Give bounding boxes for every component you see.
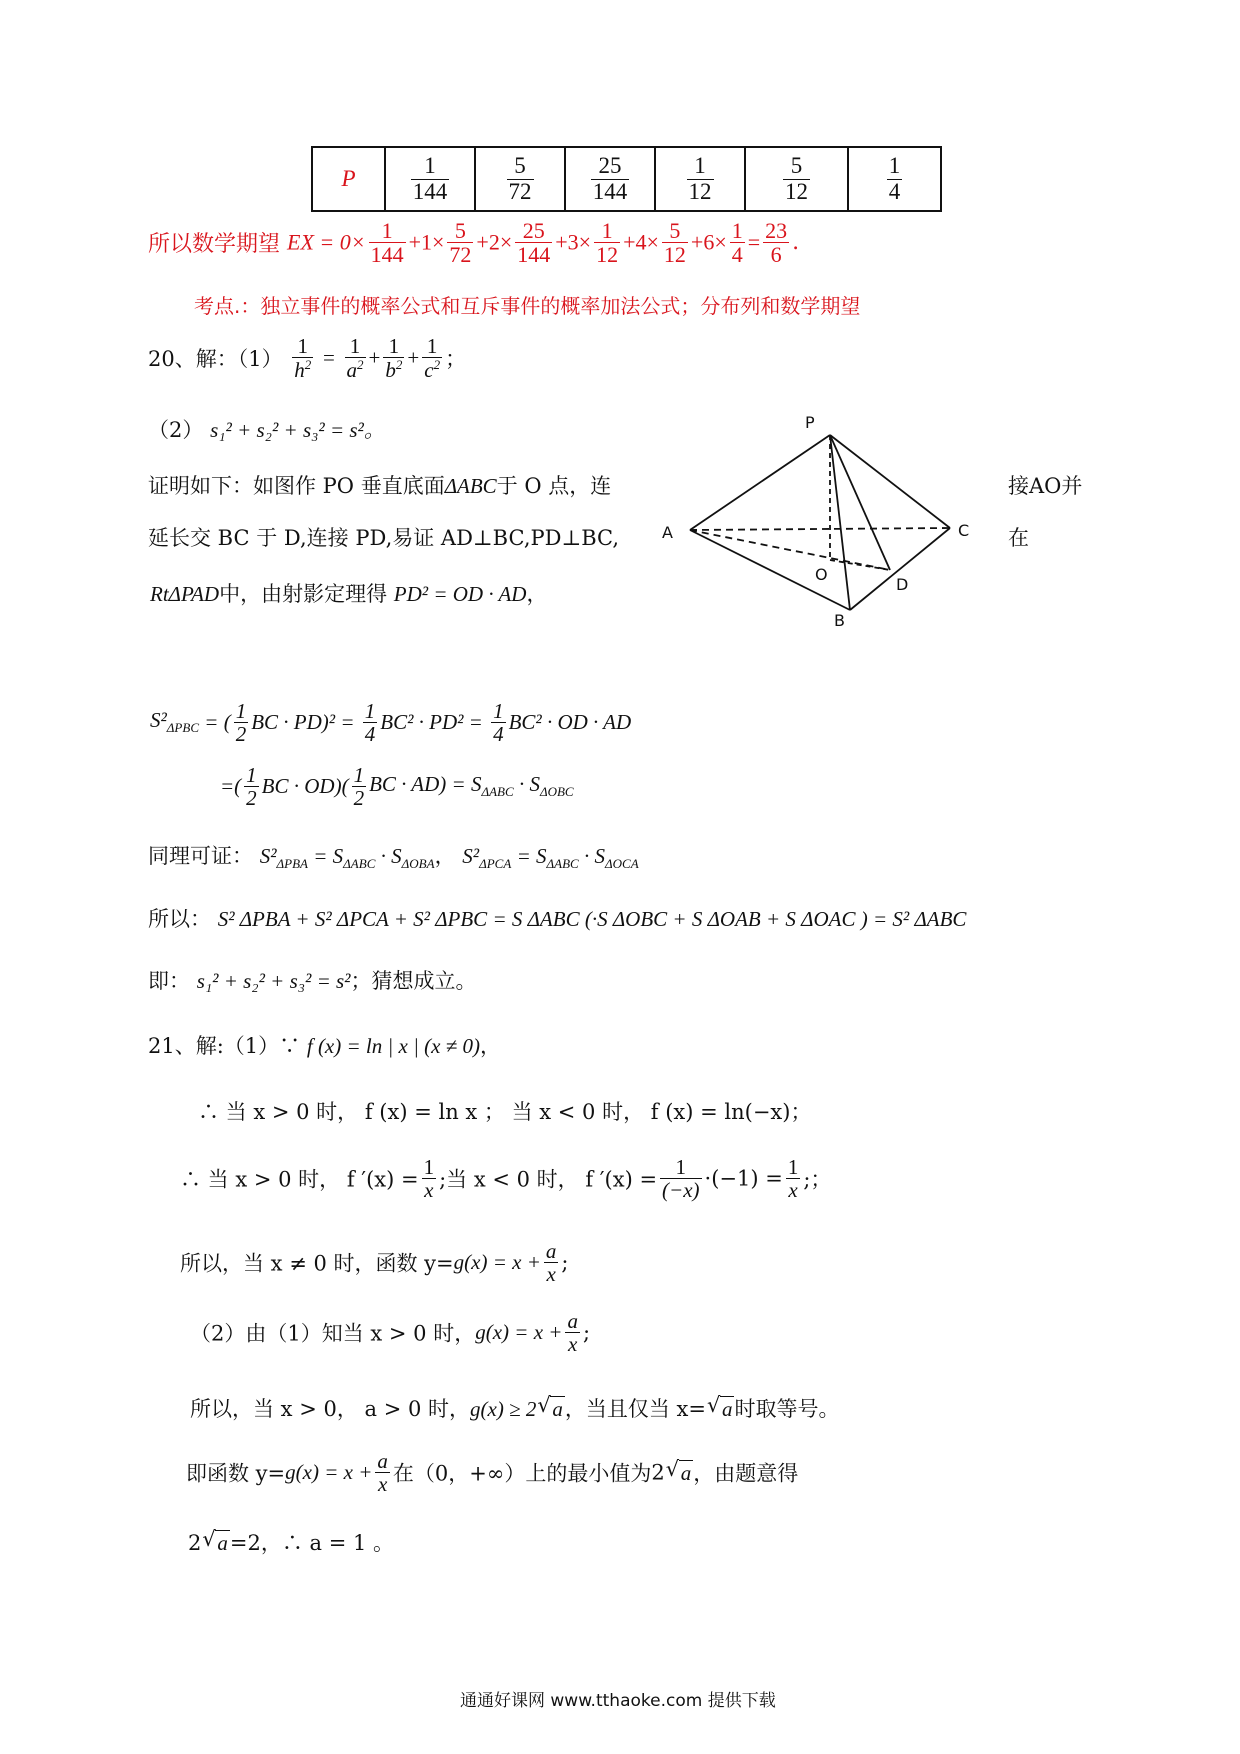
label-a: A — [662, 523, 673, 542]
q21-line2: ∴ 当 x > 0 时， f (x) = ln x ； 当 x < 0 时， f (x) = ln(−x)； — [198, 1100, 812, 1124]
tongli-line: 同理可证： $S^2_{\Delta PBA} = S_{\Delta ABC} \cdot S_{\Delta OBA}$， $S^2_{\Delta PCA} = S_{\Delta ABC} \cdot S_{\Delta OCA}$ — [148, 844, 639, 872]
q20-proof-line2-right: 在 — [1008, 526, 1029, 550]
q20-lhs-frac: $\frac{1}{h^2}$ — [294, 334, 312, 383]
table-cell: $\frac{1}{4}$ — [848, 147, 941, 211]
label-d: D — [896, 575, 909, 594]
q20-term: $\frac{1}{c^2}$ — [424, 334, 441, 383]
expectation-prefix: 所以数学期望 — [148, 232, 281, 258]
ji-line: 即： s₁² + s₂² + s₃² = s²；猜想成立。 — [148, 969, 477, 993]
line-ad-dashed — [690, 530, 890, 570]
ex-term: $\frac{1}{4}$ — [731, 218, 743, 268]
label-c: C — [958, 521, 970, 540]
edge-bc — [850, 528, 950, 610]
q20-part2-line: （2） s₁² + s₂² + s₃² = s²。 — [148, 418, 385, 442]
edge-pa — [690, 435, 830, 530]
ex-term: $\frac{5}{12}$ — [663, 218, 686, 268]
q20-proof-line1: 证明如下：如图作 PO 垂直底面ΔABC于 O 点，连 — [148, 474, 612, 498]
q21-line1: 21、解:（1）∵ f (x) = ln | x | (x ≠ 0)， — [148, 1034, 501, 1058]
q20-proof-line1-right: 接AO并 — [1008, 474, 1083, 498]
q21-line6: 所以，当 x > 0， a > 0 时，g(x) ≥ 2√ a，当且仅当 x=√ a时取等号。 — [190, 1393, 839, 1423]
probability-row — [312, 147, 941, 211]
q20-part2-eq: s₁² + s₂² + s₃² = s²。 — [210, 418, 385, 442]
label-o: O — [815, 565, 828, 584]
pyramid-figure — [650, 410, 980, 630]
q21-line7: 即函数 y=g(x) = x + $\frac{a}{x}$ 在（0，+∞）上的最小值为2√ a，由题意得 — [186, 1450, 798, 1495]
q20-term: $\frac{1}{b^2}$ — [385, 334, 403, 383]
q21-line5: （2）由（1）知当 x > 0 时，g(x) = x + $\frac{a}{x}$ ; — [190, 1309, 591, 1357]
ex-term: $\frac{5}{72}$ — [449, 218, 472, 268]
suoyi-eq: S² ΔPBA + S² ΔPCA + S² ΔPBC = S ΔABC (·S ΔOBC + S ΔOAB + S ΔOAC ) = S² ΔABC — [217, 907, 967, 931]
edge-pb — [830, 435, 850, 610]
table-cell: $\frac{5}{12}$ — [745, 147, 848, 211]
ex-term: $\frac{25}{144}$ — [517, 218, 551, 268]
q20-label: 20、解：（1） — [148, 347, 283, 372]
table-cell: $\frac{5}{72}$ — [475, 147, 565, 211]
expectation-line: 所以数学期望 EX = 0× $\frac{1}{144}$ +1× $\frac{5}{72}$ +2× $\frac{25}{144}$ +3× $\frac{1}{12}$ +4× $\frac{5}{12}$ +6× $\frac{1}{4}$ = $\frac{23}{6}$ . — [148, 218, 800, 268]
label-b: B — [834, 611, 845, 630]
q20-proof-line2: 延长交 BC 于 D,连接 PD,易证 AD⊥BC,PD⊥BC, — [148, 526, 620, 550]
table-head-p: P — [312, 147, 385, 211]
ex-term: $\frac{1}{144}$ — [370, 218, 404, 268]
footer-credit: 通通好课网 www.tthaoke.com 提供下载 — [460, 1691, 776, 1711]
suoyi-line: 所以： S² ΔPBA + S² ΔPCA + S² ΔPBC = S ΔABC (·S ΔOBC + S ΔOAB + S ΔOAC ) = S² ΔABC — [148, 907, 967, 931]
q21-line4: 所以，当 x ≠ 0 时，函数 y=g(x) = x + $\frac{a}{x}$ ; — [180, 1239, 569, 1287]
q21-line8: 2√ a=2，∴ a = 1 。 — [188, 1527, 394, 1557]
expectation-lhs: EX = 0× — [287, 229, 366, 255]
label-p: P — [805, 413, 815, 432]
ex-term: $\frac{1}{12}$ — [596, 218, 619, 268]
table-cell: $\frac{1}{12}$ — [655, 147, 745, 211]
ex-term: $\frac{23}{6}$ — [765, 218, 788, 268]
s-area-line2: =( $\frac{1}{2}$ BC · OD)( $\frac{1}{2}$ BC · $AD) = S_{\Delta ABC} \cdot S_{\Delta OBC}$ — [220, 763, 574, 811]
kaodian-note: 考点.：独立事件的概率公式和互斥事件的概率加法公式；分布列和数学期望 — [194, 294, 861, 318]
probability-table — [311, 146, 942, 212]
table-cell: $\frac{1}{144}$ — [385, 147, 475, 211]
q20-eq1-line: 20、解：（1） $\frac{1}{h^2}$ = $\frac{1}{a^2}$ + $\frac{1}{b^2}$ + $\frac{1}{c^2}$ ； — [148, 334, 467, 383]
edge-pc — [830, 435, 950, 528]
q21-line3: ∴ 当 x > 0 时， f ′(x) = $\frac{1}{x}$ ;当 x < 0 时， f ′(x) = $\frac{1}{(-x)}$ ·(−1) = $\frac{1}{x}$ ;； — [180, 1155, 832, 1203]
edge-pd — [830, 435, 890, 570]
edge-ac-dashed — [690, 528, 950, 530]
table-cell: $\frac{25}{144}$ — [565, 147, 655, 211]
q20-proof-line3: RtΔPAD中，由射影定理得 PD² = OD · AD， — [150, 582, 548, 606]
q20-term: $\frac{1}{a^2}$ — [346, 334, 364, 383]
s-area-line1: $S^2_{\Delta PBC}$ = ( $\frac{1}{2}$ BC · PD)² = $\frac{1}{4}$ BC² · PD² = $\frac{1}{4}$ BC² · OD · AD — [150, 699, 632, 747]
